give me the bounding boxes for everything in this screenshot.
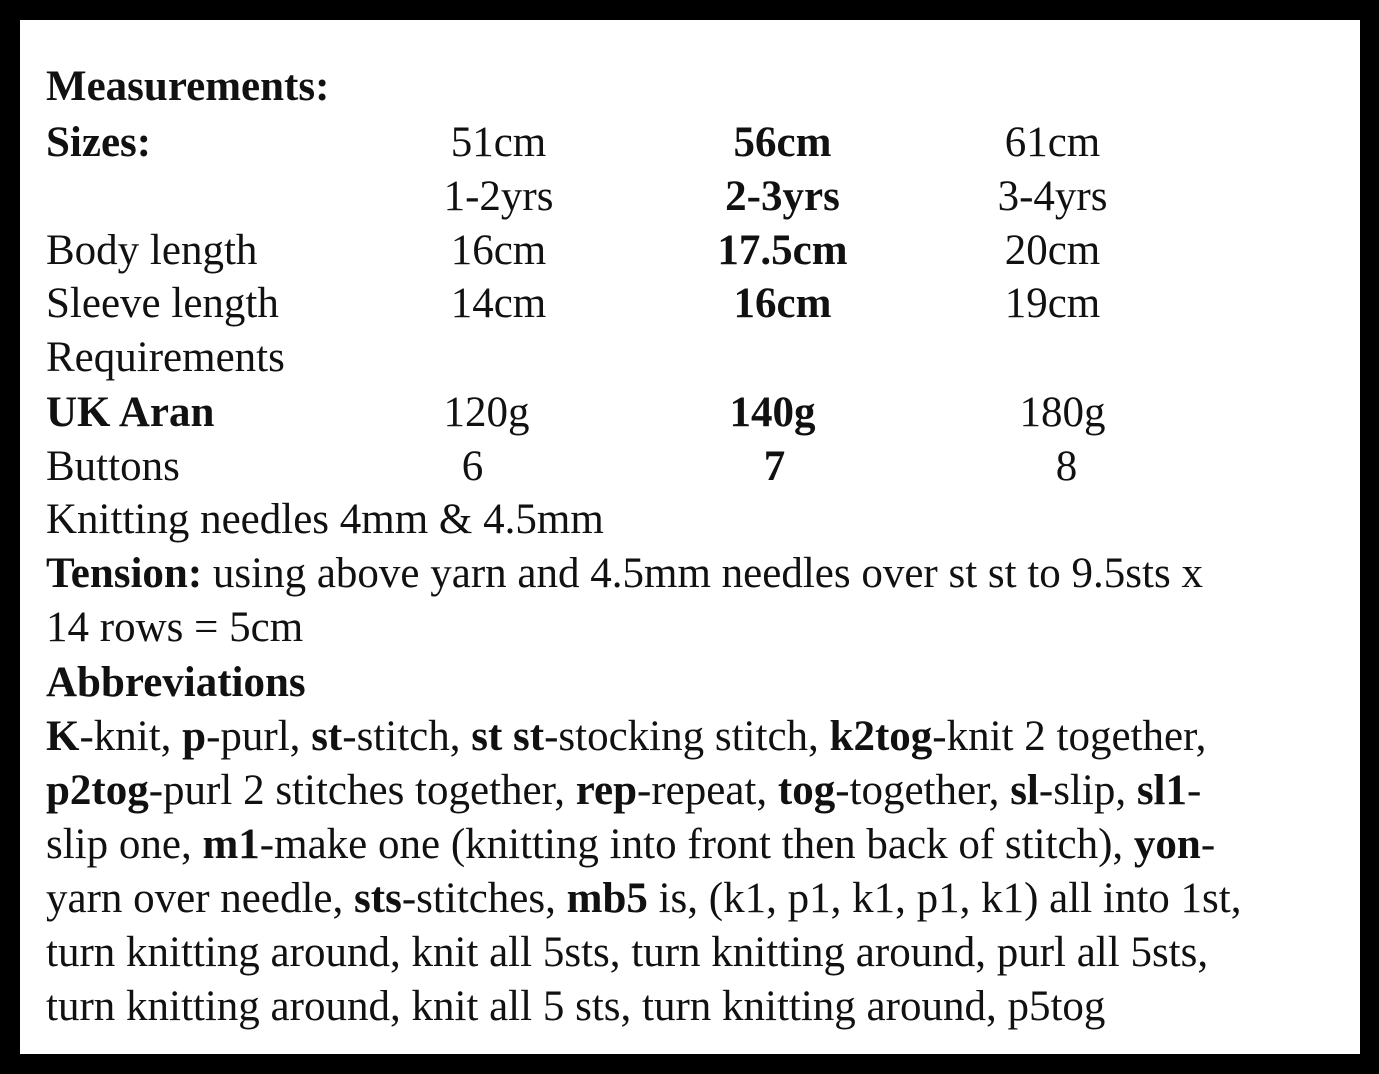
abbrev-sts: sts (354, 875, 402, 922)
abbrev-p: p (182, 713, 207, 760)
abbrev-line-3 (46, 818, 1215, 872)
buttons-3: 8 (1055, 443, 1078, 490)
abbreviations-heading: Abbreviations (46, 659, 306, 706)
body-length-label: Body length (46, 227, 258, 274)
abbrev-p2tog: p2tog (46, 767, 149, 814)
abbrev-stst: st st (471, 713, 545, 760)
abbrev-sl1-def: - (1187, 767, 1202, 814)
abbrev-rep: rep (575, 767, 638, 814)
tension-line-1 (46, 547, 1203, 601)
abbrev-line-1 (46, 710, 1206, 764)
abbrev-m1: m1 (202, 821, 260, 868)
sleeve-length-row (20, 277, 1360, 331)
abbrev-line-5: turn knitting around, knit all 5sts, turn knitting around, purl all 5sts, (46, 929, 1209, 976)
abbrev-p2tog-def: -purl 2 stitches together, (148, 767, 576, 814)
abbrev-yon-def: - (1200, 821, 1216, 868)
tension-label: Tension: (46, 550, 203, 597)
size-age-3: 3-4yrs (997, 173, 1108, 220)
abbrev-m1-def: -make one (knitting into front then back of stitch), (259, 821, 1134, 868)
abbrev-line-6: turn knitting around, knit all 5 sts, turn knitting around, p5tog (46, 983, 1106, 1030)
sleeve-length-1: 14cm (450, 280, 547, 327)
abbrev-tog: tog (777, 767, 836, 814)
buttons-label: Buttons (46, 443, 180, 490)
uk-aran-3: 180g (1019, 389, 1106, 436)
size-cm-2: 56cm (733, 119, 832, 166)
tension-line-2: 14 rows = 5cm (46, 604, 304, 651)
abbrev-stst-def: -stocking stitch, (544, 713, 830, 760)
abbrev-sl-def: -slip, (1038, 767, 1137, 814)
abbrev-mb5: mb5 (566, 875, 648, 922)
body-length-2: 17.5cm (717, 227, 848, 274)
buttons-1: 6 (461, 443, 484, 490)
pattern-sheet (20, 20, 1360, 1054)
size-age-1: 1-2yrs (443, 173, 554, 220)
abbrev-p-def: -purl, (206, 713, 312, 760)
sleeve-length-3: 19cm (1004, 280, 1101, 327)
buttons-2: 7 (763, 443, 786, 490)
abbrev-st: st (311, 713, 343, 760)
abbrev-line-4 (46, 872, 1241, 926)
abbrev-sl1-def2: slip one, (46, 821, 203, 868)
abbrev-k-def: -knit, (79, 713, 183, 760)
size-cm-1: 51cm (450, 119, 547, 166)
tension-text-1: using above yarn and 4.5mm needles over st st to 9.5sts x (202, 550, 1203, 597)
ages-row (20, 170, 1360, 224)
measurements-heading: Measurements: (46, 63, 330, 110)
sleeve-length-2: 16cm (733, 280, 832, 327)
size-age-2: 2-3yrs (725, 173, 840, 220)
body-length-row (20, 224, 1360, 278)
uk-aran-1: 120g (443, 389, 530, 436)
needles-line: Knitting needles 4mm & 4.5mm (46, 496, 604, 543)
abbrev-st-def: -stitch, (342, 713, 472, 760)
abbrev-yon: yon (1133, 821, 1201, 868)
size-cm-3: 61cm (1004, 119, 1101, 166)
uk-aran-row (20, 386, 1360, 440)
sleeve-length-label: Sleeve length (46, 280, 279, 327)
body-length-3: 20cm (1004, 227, 1101, 274)
sizes-row (20, 116, 1360, 170)
uk-aran-label: UK Aran (46, 389, 215, 436)
requirements-label: Requirements (46, 334, 285, 381)
abbrev-line-2 (46, 764, 1201, 818)
buttons-row (20, 440, 1360, 494)
abbrev-sts-def: -stitches, (401, 875, 567, 922)
abbrev-tog-def: -together, (835, 767, 1011, 814)
abbrev-sl: sl (1010, 767, 1039, 814)
abbrev-rep-def: -repeat, (637, 767, 778, 814)
abbrev-sl1: sl1 (1136, 767, 1188, 814)
abbrev-k2tog-def: -knit 2 together, (932, 713, 1207, 760)
abbrev-k2tog: k2tog (829, 713, 933, 760)
body-length-1: 16cm (450, 227, 547, 274)
uk-aran-2: 140g (729, 389, 816, 436)
abbrev-yon-def2: yarn over needle, (46, 875, 355, 922)
abbrev-mb5-def: is, (k1, p1, k1, p1, k1) all into 1st, (647, 875, 1242, 922)
sizes-label: Sizes: (46, 119, 152, 166)
abbrev-k: K (46, 713, 80, 760)
